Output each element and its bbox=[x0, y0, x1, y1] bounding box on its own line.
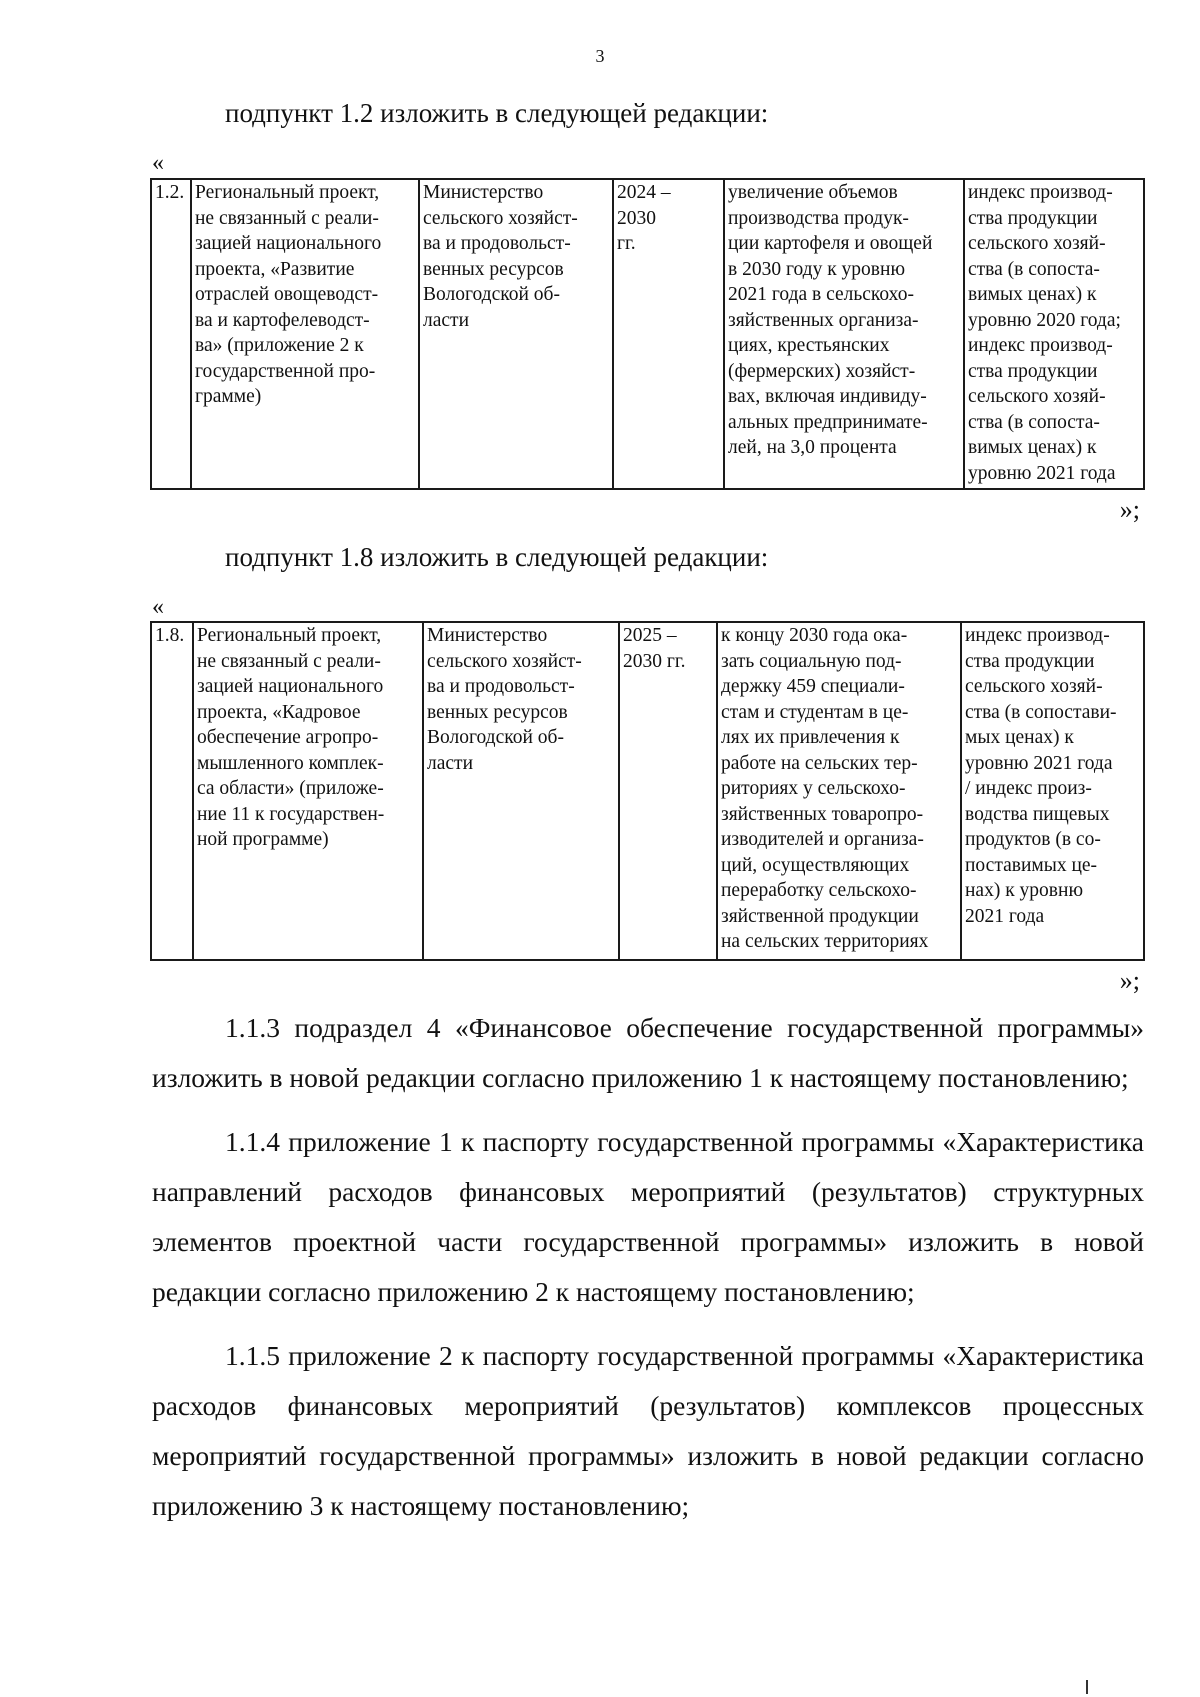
scan-mark bbox=[1086, 1680, 1088, 1694]
ministry-name: Министерство сельского хозяйст- ва и продовольст- венных ресурсов Вологодской об- ласти bbox=[419, 179, 613, 489]
table-row bbox=[151, 622, 1144, 960]
expected-result: к концу 2030 года ока- зать социальную под- держку 459 специали- стам и студентам в це- лях их привлечения к работе на сельских тер- риториях у сельскохо- зяйственных товаропро- изводителей и организа- ций, осуществляющих переработку сельскохо- зяйственной продукции на сельских территориях bbox=[717, 622, 961, 960]
implementation-period: 2025 – 2030 гг. bbox=[619, 622, 717, 960]
section-1-table bbox=[150, 178, 1145, 490]
section-1-heading: подпункт 1.2 изложить в следующей редакции: bbox=[225, 98, 769, 128]
project-name: Региональный проект, не связанный с реали- зацией национального проекта, «Кадровое обеспечение агропро- мышленного комплек- са области» (приложе- ние 11 к государствен- ной программе) bbox=[193, 622, 423, 960]
paragraph-1-1-3: 1.1.3 подраздел 4 «Финансовое обеспечение государственной программы» изложить в новой редакции согласно приложению 1 к настоящему постановлению; bbox=[152, 1012, 1144, 1093]
body-text bbox=[152, 1003, 1144, 1531]
section-2-table bbox=[150, 621, 1145, 961]
row-number: 1.8. bbox=[151, 622, 193, 960]
section-1-close-quote: »; bbox=[1119, 495, 1140, 524]
expected-result: увеличение объемов производства продук- ции картофеля и овощей в 2030 году к уровню 2021 года в сельскохо- зяйственных организа- циях, крестьянских (фермерских) хозяйст- вах, включая индивиду- альных предпринимате- лей, на 3,0 процента bbox=[724, 179, 964, 489]
indicator: индекс производ- ства продукции сельского хозяй- ства (в сопостави- мых ценах) к уровню 2021 года / индекс произ- водства пищевых продуктов (в со- поставимых це- нах) к уровню 2021 года bbox=[961, 622, 1144, 960]
section-2-heading: подпункт 1.8 изложить в следующей редакции: bbox=[225, 542, 769, 572]
paragraph-1-1-4: 1.1.4 приложение 1 к паспорту государственной программы «Характеристика направлений расходов финансовых мероприятий (результатов) структурных элементов проектной части государственной программы» изложить в новой редакции согласно приложению 2 к настоящему постановлению; bbox=[152, 1126, 1144, 1307]
row-number: 1.2. bbox=[151, 179, 191, 489]
indicator: индекс производ- ства продукции сельского хозяй- ства (в сопоста- вимых ценах) к уровню 2020 года; индекс производ- ства продукции сельского хозяй- ства (в сопоста- вимых ценах) к уровню 2021 года bbox=[964, 179, 1144, 489]
page-number: 3 bbox=[595, 46, 605, 66]
table-row bbox=[151, 179, 1144, 489]
implementation-period: 2024 – 2030 гг. bbox=[613, 179, 724, 489]
ministry-name: Министерство сельского хозяйст- ва и продовольст- венных ресурсов Вологодской об- ласти bbox=[423, 622, 619, 960]
section-2-open-quote: « bbox=[152, 594, 164, 620]
section-2-close-quote: »; bbox=[1119, 966, 1140, 995]
section-1-open-quote: « bbox=[152, 150, 164, 176]
project-name: Региональный проект, не связанный с реали- зацией национального проекта, «Развитие отраслей овощеводст- ва и картофелеводст- ва» (приложение 2 к государственной про- грамме) bbox=[191, 179, 419, 489]
paragraph-1-1-5: 1.1.5 приложение 2 к паспорту государственной программы «Характеристика расходов финансовых мероприятий (результатов) комплексов процессных мероприятий государственной программы» изложить в новой редакции согласно приложению 3 к настоящему постановлению; bbox=[152, 1340, 1144, 1521]
